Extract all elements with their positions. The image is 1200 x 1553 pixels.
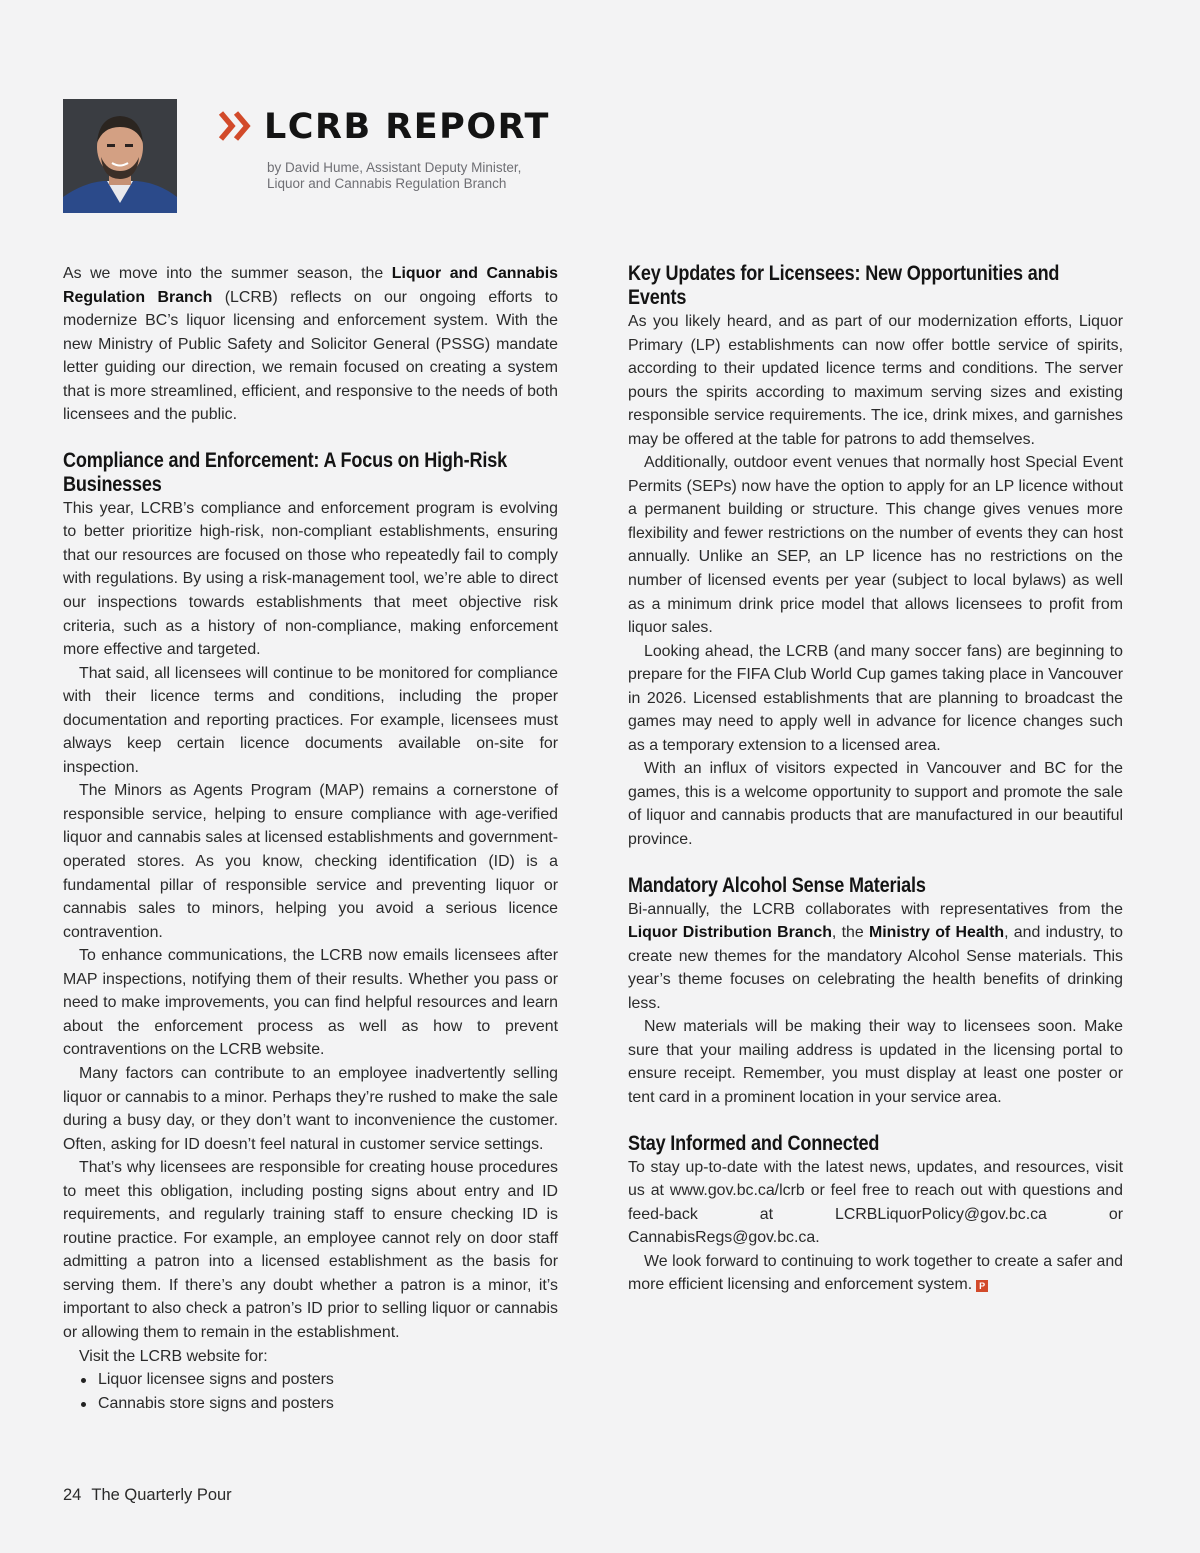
section-heading-key-updates: Key Updates for Licensees: New Opportunities and Events (628, 262, 1060, 309)
paragraph: To enhance communications, the LCRB now emails licensees after MAP inspections, notifying them of their results. Whether you pass or need to make improvements, you can find helpful resources and learn about the enforcement process as well as how to prevent contraventions on the LCRB website. (63, 947, 558, 1059)
paragraph: To stay up-to-date with the latest news, updates, and resources, visit us at www.gov.bc.ca/lcrb or feel free to reach out with questions and feed-back at LCRBLiquorPolicy@gov.bc.ca or CannabisRegs@gov.bc.ca. (628, 1158, 1123, 1247)
text: , the (831, 924, 869, 942)
paragraph: New materials will be making their way to licensees soon. Make sure that your mailing address is updated in the licensing portal to ensure receipt. Remember, you must display at least one poster or tent card in a prominent location in your service area. (628, 1018, 1123, 1106)
bold-text: Ministry of Health (869, 924, 1005, 942)
resource-list (63, 1368, 558, 1415)
byline-author: by David Hume, Assistant Deputy Minister, (267, 160, 522, 175)
page-number: 24 (63, 1486, 82, 1504)
list-item: Liquor licensee signs and posters (81, 1368, 558, 1392)
end-mark-icon: P (976, 1280, 988, 1292)
closing-text: We look forward to continuing to work together to create a safer and more efficient licensing and enforcement system. (628, 1252, 1123, 1294)
paragraph: With an influx of visitors expected in Vancouver and BC for the games, this is a welcome opportunity to support and promote the sale of liquor and cannabis products that are manufactured in our beautiful province. (628, 760, 1123, 849)
right-column (628, 262, 1123, 1297)
paragraph (628, 898, 1123, 1016)
intro-text-a: As we move into the summer season, the (63, 265, 392, 282)
section-heading-compliance: Compliance and Enforcement: A Focus on High-Risk Businesses (63, 448, 507, 496)
list-item: Cannabis store signs and posters (81, 1392, 558, 1416)
paragraph: That said, all licensees will continue to be monitored for compliance with their licence terms and conditions, including the proper documentation and reporting practices. For example, licensees must always keep certain licence documents available on-site for inspection. (63, 664, 558, 776)
paragraph: Visit the LCRB website for: (79, 1347, 268, 1365)
byline (267, 160, 567, 192)
byline-organization: Liquor and Cannabis Regulation Branch (267, 176, 507, 191)
paragraph: Looking ahead, the LCRB (and many soccer fans) are beginning to prepare for the FIFA Club World Cup games taking place in Vancouver in 2026. Licensed establishments that are planning to broadcast the games may need to apply well in advance for licence changes such as a temporary extension to a licensed area. (628, 642, 1123, 754)
paragraph: Additionally, outdoor event venues that normally host Special Event Permits (SEPs) now have the option to apply for an LP licence without a permanent building or structure. This change gives venues more flexibility and fewer restrictions on the number of events they can host annually. Unlike an SEP, an LP licence has no restrictions on the number of licensed events per year (subject to local bylaws) as well as a minimum drink price model that allows licensees to profit from liquor sales. (628, 454, 1123, 637)
author-photo (63, 99, 177, 213)
intro-bold: Liquor and Cannabis Regulation Branch (63, 265, 558, 306)
paragraph: As you likely heard, and as part of our modernization efforts, Liquor Primary (LP) establishments can now offer bottle service of spirits, according to their updated licence terms and conditions. The server pours the spirits according to maximum serving sizes and existing responsible service requirements. The ice, drink mixes, and garnishes may be offered at the table for patrons to add themselves. (628, 313, 1123, 448)
text: , and industry, to create new themes for the mandatory Alcohol Sense materials. This year’s theme focuses on celebrating the health benefits of drinking less. (628, 924, 1123, 1012)
bold-text: Liquor Distribution Branch (628, 924, 832, 942)
section-heading-stay-informed: Stay Informed and Connected (628, 1131, 880, 1155)
section-heading-alcohol-sense: Mandatory Alcohol Sense Materials (628, 873, 926, 897)
paragraph: That’s why licensees are responsible for creating house procedures to meet this obligation, including posting signs about entry and ID requirements, and regularly training staff to ensure checking ID is routine practice. For example, an employee cannot rely on door staff admitting a patron into a licensed establishment as the basis for serving them. If there’s any doubt whether a patron is a minor, it’s important to also check a patron’s ID prior to selling liquor or cannabis or allowing them to remain in the establishment. (63, 1159, 558, 1341)
publication-name: The Quarterly Pour (91, 1486, 232, 1504)
left-column (63, 262, 558, 1415)
closing-paragraph (628, 1250, 1123, 1297)
intro-text-b: (LCRB) reflects on our ongoing efforts to modernize BC’s liquor licensing and enforcement system. With the new Ministry of Public Safety and Solicitor General (PSSG) mandate letter guiding our direction, we remain focused on creating a system that is more streamlined, efficient, and responsive to the needs of both licensees and the public. (63, 288, 559, 424)
paragraph: The Minors as Agents Program (MAP) remains a cornerstone of responsible service, helping to ensure compliance with age-verified liquor and cannabis sales at licensed establishments and government-operated stores. As you know, checking identification (ID) is a fundamental pillar of responsible service and preventing liquor or cannabis sales to minors, helping you avoid a serious licence contravention. (63, 782, 558, 941)
paragraph: This year, LCRB’s compliance and enforcement program is evolving to better prioritize high-risk, non-compliant establishments, ensuring that our resources are focused on those who repeatedly fail to comply with regulations. By using a risk-management tool, we’re able to direct our inspections towards establishments that meet objective risk criteria, such as a history of non-compliance, making enforcement more effective and targeted. (63, 499, 558, 659)
page-footer (63, 1486, 232, 1505)
intro-paragraph (63, 262, 558, 427)
paragraph: Many factors can contribute to an employee inadvertently selling liquor or cannabis to a minor. Perhaps they’re rushed to make the sale during a busy day, or they don’t want to inconvenience the customer. Often, asking for ID doesn’t feel natural in customer service settings. (63, 1064, 558, 1153)
page-title: LCRB REPORT (264, 107, 550, 147)
double-chevron-icon (218, 109, 254, 143)
text: Bi-annually, the LCRB collaborates with representatives from the (628, 900, 1123, 918)
